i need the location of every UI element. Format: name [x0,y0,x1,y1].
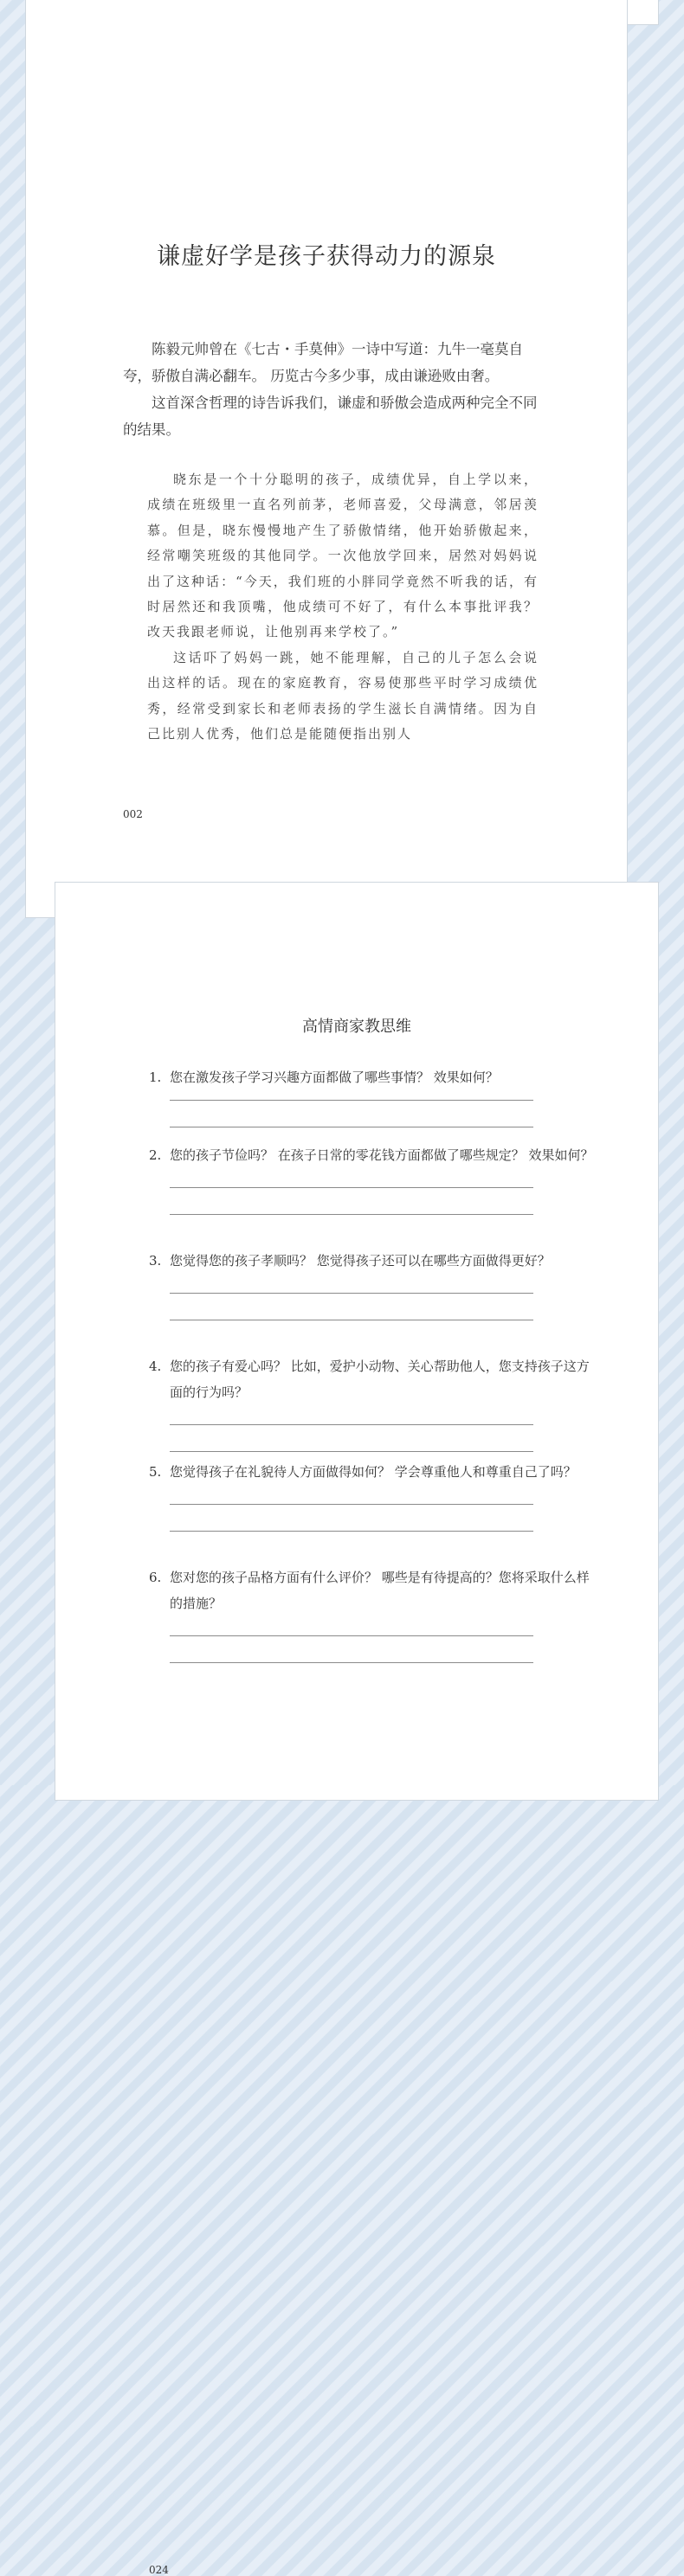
question-number: 2. [149,1147,162,1163]
question-2 [149,1142,599,1215]
intro-paragraph: 这首深含哲理的诗告诉我们，谦虚和骄傲会造成两种完全不同的结果。 [123,395,538,438]
intro-text [123,336,539,443]
question-5 [149,1459,599,1532]
chapter-title: 谦虚好学是孩子获得动力的源泉 [157,243,496,270]
story-paragraph: 这话吓了妈妈一跳，她不能理解，自己的儿子怎么会说出这样的话。现在的家庭教育，容易使那些平时学习成绩优秀，经常受到家长和老师表扬的学生滋长自满情绪。因为自己比别人优秀，他们总是能随便指出别人 [147,649,539,742]
answer-line[interactable] [170,1504,533,1505]
question-text: 您觉得孩子在礼貌待人方面做得如何？ 学会尊重他人和尊重自己了吗？ [170,1464,577,1480]
answer-line[interactable] [170,1100,533,1101]
answer-line[interactable] [170,1635,533,1636]
question-number: 6. [149,1570,162,1585]
question-3 [149,1248,599,1320]
book-page-024 [55,883,658,2576]
question-number: 3. [149,1253,162,1269]
story-text [147,467,539,747]
answer-line[interactable] [170,1293,533,1294]
question-number: 4. [149,1359,162,1374]
question-text: 您在激发孩子学习兴趣方面都做了哪些事情？ 效果如何？ [170,1070,499,1085]
book-page-002 [26,0,627,917]
answer-line[interactable] [170,1662,533,1663]
question-text: 您的孩子节俭吗？ 在孩子日常的零花钱方面都做了哪些规定？ 效果如何？ [170,1147,594,1163]
answer-line[interactable] [170,1451,533,1452]
answer-line[interactable] [170,1424,533,1425]
question-text: 您觉得您的孩子孝顺吗？ 您觉得孩子还可以在哪些方面做得更好？ [170,1253,551,1269]
question-number: 1. [149,1070,162,1085]
page-number: 024 [149,2564,169,2576]
answer-line[interactable] [170,1214,533,1215]
question-4 [149,1353,599,1452]
question-1 [149,1064,599,1127]
intro-paragraph: 陈毅元帅曾在《七古・手莫伸》一诗中写道：九牛一毫莫自夸，骄傲自满必翻车。 历览古今多少事，成由谦逊败由奢。 [123,341,523,384]
questionnaire-title: 高情商家教思维 [302,1018,411,1036]
question-6 [149,1564,599,1663]
question-number: 5. [149,1464,162,1480]
question-text: 您的孩子有爱心吗？ 比如，爱护小动物、关心帮助他人，您支持孩子这方面的行为吗？ [170,1359,590,1400]
question-text: 您对您的孩子品格方面有什么评价？ 哪些是有待提高的？您将采取什么样的措施？ [170,1570,590,1611]
answer-line[interactable] [170,1531,533,1532]
answer-line[interactable] [170,1187,533,1188]
page-number: 002 [123,808,143,820]
story-paragraph: 晓东是一个十分聪明的孩子，成绩优异，自上学以来，成绩在班级里一直名列前茅，老师喜爱，父母满意，邻居羡慕。但是，晓东慢慢地产生了骄傲情绪，他开始骄傲起来，经常嘲笑班级的其他同学。一次他放学回来，居然对妈妈说出了这种话：“今天，我们班的小胖同学竟然不听我的话，有时居然还和我顶嘴，他成绩可不好了，有什么本事批评我？改天我跟老师说，让他别再来学校了。” [147,472,539,640]
adjacent-page-edge [627,0,658,24]
